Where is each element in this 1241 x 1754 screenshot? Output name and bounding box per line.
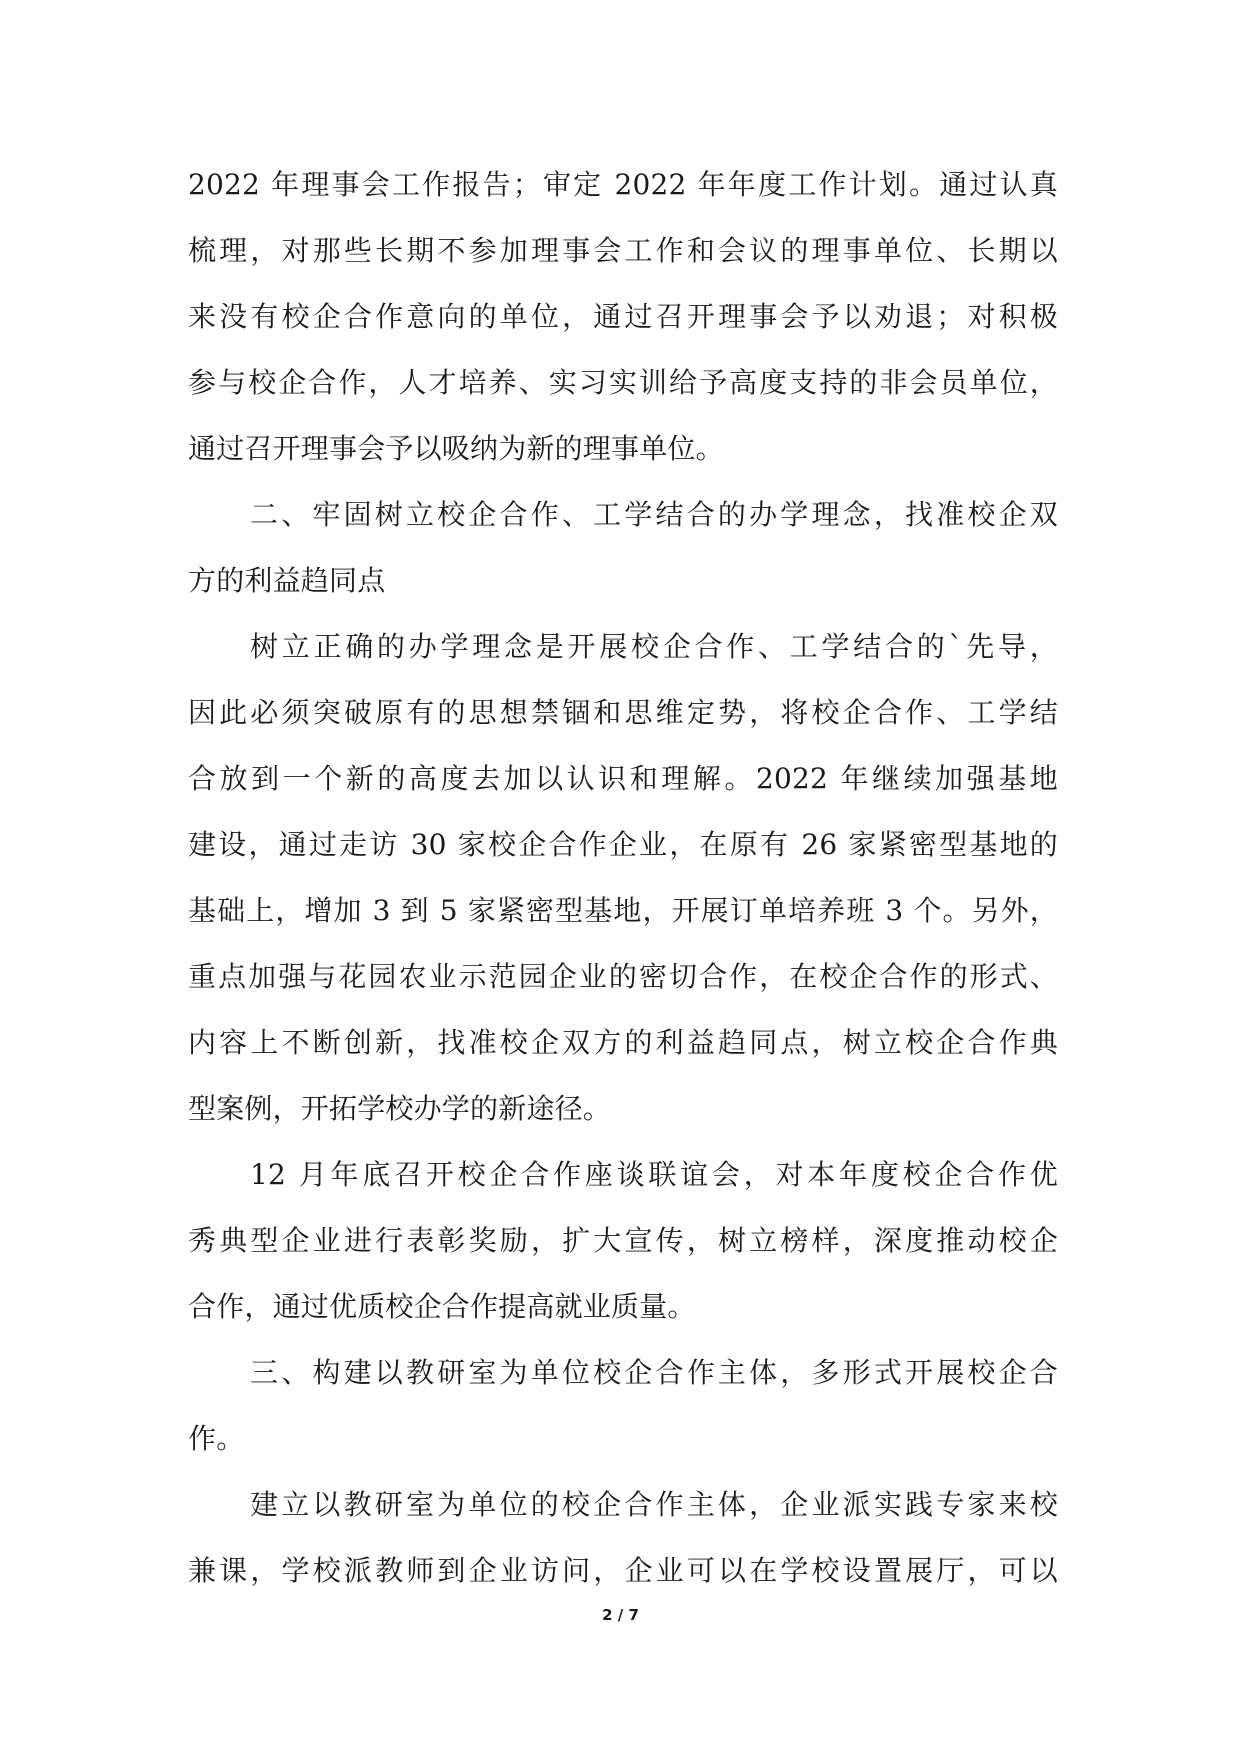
text-line: 通过召开理事会予以吸纳为新的理事单位。: [188, 432, 724, 465]
text-line: 作。: [188, 1422, 245, 1455]
text-line: 因此必须突破原有的思想禁锢和思维定势，将校企合作、工学结: [188, 696, 1058, 729]
text-line: 秀典型企业进行表彰奖励，扩大宣传，树立榜样，深度推动校企: [188, 1224, 1058, 1257]
text-line: 建立以教研室为单位的校企合作主体，企业派实践专家来校: [250, 1488, 1058, 1521]
text-line: 建设，通过走访 30 家校企合作企业，在原有 26 家紧密型基地的: [188, 828, 1058, 861]
text-line: 2022 年理事会工作报告；审定 2022 年年度工作计划。通过认真: [188, 168, 1058, 201]
text-line: 型案例，开拓学校办学的新途径。: [188, 1092, 612, 1125]
text-line: 兼课，学校派教师到企业访问，企业可以在学校设置展厅，可以: [188, 1554, 1058, 1587]
page-number: 2 / 7: [602, 1606, 639, 1624]
text-line: 合放到一个新的高度去加以认识和理解。2022 年继续加强基地: [188, 762, 1058, 795]
text-line: 重点加强与花园农业示范园企业的密切合作，在校企合作的形式、: [188, 960, 1058, 993]
body-text: [188, 152, 1058, 1604]
text-line: 方的利益趋同点: [188, 564, 386, 597]
text-line: 梳理，对那些长期不参加理事会工作和会议的理事单位、长期以: [188, 234, 1058, 267]
text-line: 树立正确的办学理念是开展校企合作、工学结合的`先导，: [250, 630, 1058, 663]
text-line: 来没有校企合作意向的单位，通过召开理事会予以劝退；对积极: [188, 300, 1058, 333]
text-line: 三、构建以教研室为单位校企合作主体，多形式开展校企合: [250, 1356, 1058, 1389]
text-line: 内容上不断创新，找准校企双方的利益趋同点，树立校企合作典: [188, 1026, 1058, 1059]
text-line: 参与校企合作，人才培养、实习实训给予高度支持的非会员单位，: [188, 366, 1058, 399]
text-line: 基础上，增加 3 到 5 家紧密型基地，开展订单培养班 3 个。另外，: [188, 894, 1058, 927]
text-line: 12 月年底召开校企合作座谈联谊会，对本年度校企合作优: [250, 1158, 1058, 1191]
text-line: 二、牢固树立校企合作、工学结合的办学理念，找准校企双: [250, 498, 1058, 531]
text-line: 合作，通过优质校企合作提高就业质量。: [188, 1290, 696, 1323]
